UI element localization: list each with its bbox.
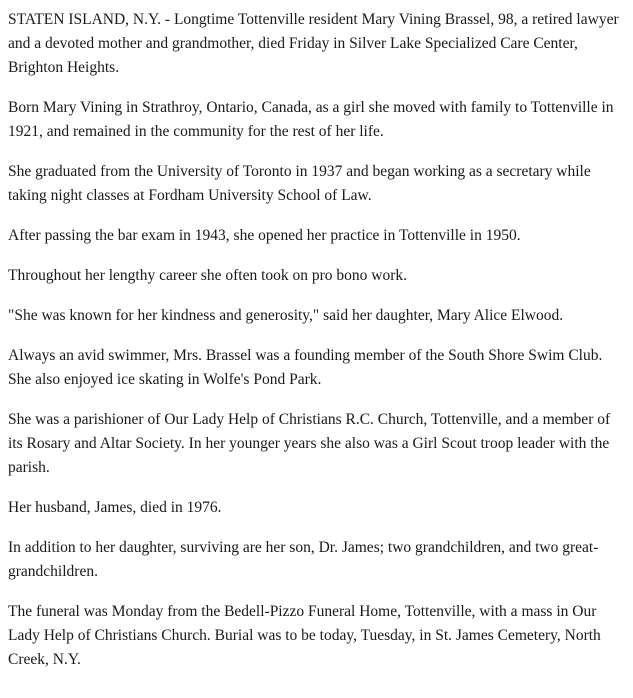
paragraph-career: Throughout her lengthy career she often took on pro bono work. [8, 267, 408, 284]
paragraph-hobbies: Always an avid swimmer, Mrs. Brassel was a founding member of the South Shore Swim Club. She also enjoyed ice skating in Wolfe's Pond Park. [8, 347, 603, 388]
paragraph-quote: "She was known for her kindness and generosity," said her daughter, Mary Alice Elwood. [8, 307, 564, 324]
paragraph-survivors: In addition to her daughter, surviving are her son, Dr. James; two grandchildren, and two great-grandchildren. [8, 539, 599, 580]
paragraph-birth: Born Mary Vining in Strathroy, Ontario, Canada, as a girl she moved with family to Tottenville in 1921, and remained in the community for the rest of her life. [8, 99, 614, 140]
paragraph-parish: She was a parishioner of Our Lady Help of Christians R.C. Church, Tottenville, and a member of its Rosary and Altar Society. In her younger years she also was a Girl Scout troop leader with the parish. [8, 411, 611, 476]
paragraph-education: She graduated from the University of Toronto in 1937 and began working as a secretary while taking night classes at Fordham University School of Law. [8, 163, 591, 204]
paragraph-dateline: STATEN ISLAND, N.Y. - Longtime Tottenville resident Mary Vining Brassel, 98, a retired lawyer and a devoted mother and grandmother, died Friday in Silver Lake Specialized Care Center, Brighton Heights. [8, 11, 619, 76]
paragraph-funeral: The funeral was Monday from the Bedell-Pizzo Funeral Home, Tottenville, with a mass in Our Lady Help of Christians Church. Burial was to be today, Tuesday, in St. James Cemetery, North Creek, N.Y. [8, 603, 601, 668]
paragraph-practice: After passing the bar exam in 1943, she opened her practice in Tottenville in 1950. [8, 227, 521, 244]
paragraph-husband: Her husband, James, died in 1976. [8, 499, 222, 516]
